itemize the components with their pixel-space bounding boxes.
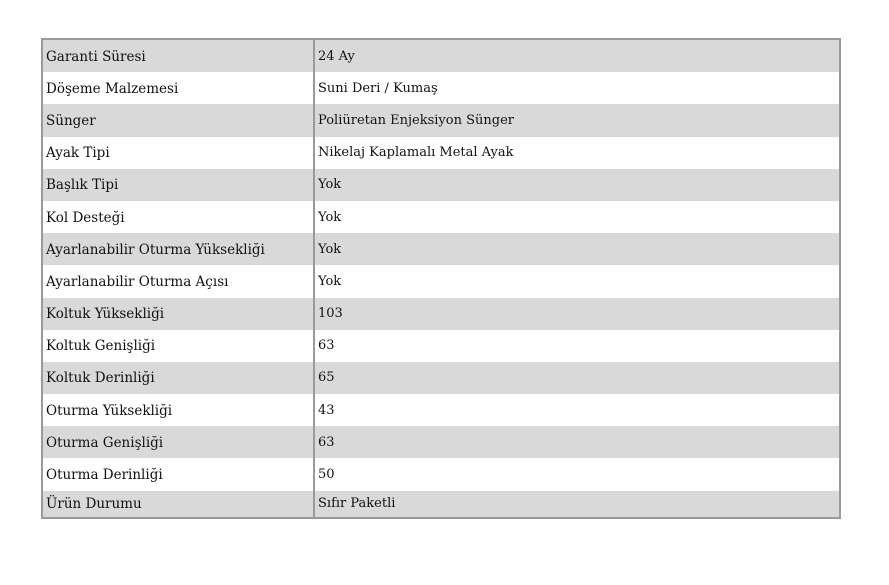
spec-value-seat-height-total: 103 bbox=[318, 306, 343, 322]
table-row bbox=[43, 298, 839, 330]
spec-label-adjustable-angle: Ayarlanabilir Oturma Açısı bbox=[43, 265, 315, 297]
table-row bbox=[43, 40, 839, 72]
spec-label-seat-width: Oturma Genişliği bbox=[43, 426, 315, 458]
product-specs-table bbox=[41, 38, 841, 519]
spec-value-seat-width: 63 bbox=[318, 434, 335, 450]
spec-value-adjustable-angle: Yok bbox=[318, 273, 342, 289]
spec-label-upholstery: Döşeme Malzemesi bbox=[43, 72, 315, 104]
spec-label-foam: Sünger bbox=[43, 104, 315, 136]
spec-label-leg-type: Ayak Tipi bbox=[43, 137, 315, 169]
table-row bbox=[43, 458, 839, 490]
spec-label-warranty: Garanti Süresi bbox=[43, 40, 315, 72]
spec-value-chair-width: 63 bbox=[318, 338, 335, 354]
table-row bbox=[43, 330, 839, 362]
spec-value-seat-depth: 50 bbox=[318, 467, 335, 483]
spec-value-seat-height: 43 bbox=[318, 402, 335, 418]
spec-label-adjustable-height: Ayarlanabilir Oturma Yüksekliği bbox=[43, 233, 315, 265]
spec-label-seat-depth: Oturma Derinliği bbox=[43, 458, 315, 490]
table-row bbox=[43, 233, 839, 265]
spec-label-seat-height: Oturma Yüksekliği bbox=[43, 394, 315, 426]
spec-value-product-condition: Sıfır Paketli bbox=[318, 496, 396, 512]
table-row bbox=[43, 491, 839, 517]
spec-value-headrest: Yok bbox=[318, 177, 342, 193]
spec-value-warranty: 24 Ay bbox=[318, 48, 355, 64]
spec-value-armrest: Yok bbox=[318, 209, 342, 225]
spec-label-chair-width: Koltuk Genişliği bbox=[43, 330, 315, 362]
spec-label-chair-depth: Koltuk Derinliği bbox=[43, 362, 315, 394]
table-row bbox=[43, 426, 839, 458]
table-row bbox=[43, 201, 839, 233]
table-row bbox=[43, 394, 839, 426]
spec-label-product-condition: Ürün Durumu bbox=[43, 491, 315, 517]
spec-label-armrest: Kol Desteği bbox=[43, 201, 315, 233]
table-row bbox=[43, 104, 839, 136]
spec-label-headrest: Başlık Tipi bbox=[43, 169, 315, 201]
table-row bbox=[43, 265, 839, 297]
spec-label-seat-height-total: Koltuk Yüksekliği bbox=[43, 298, 315, 330]
table-row bbox=[43, 362, 839, 394]
table-row bbox=[43, 169, 839, 201]
table-row bbox=[43, 137, 839, 169]
spec-value-chair-depth: 65 bbox=[318, 370, 335, 386]
spec-value-leg-type: Nikelaj Kaplamalı Metal Ayak bbox=[318, 145, 514, 161]
spec-value-upholstery: Suni Deri / Kumaş bbox=[318, 80, 438, 96]
spec-value-foam: Poliüretan Enjeksiyon Sünger bbox=[318, 112, 514, 128]
spec-value-adjustable-height: Yok bbox=[318, 241, 342, 257]
table-row bbox=[43, 72, 839, 104]
